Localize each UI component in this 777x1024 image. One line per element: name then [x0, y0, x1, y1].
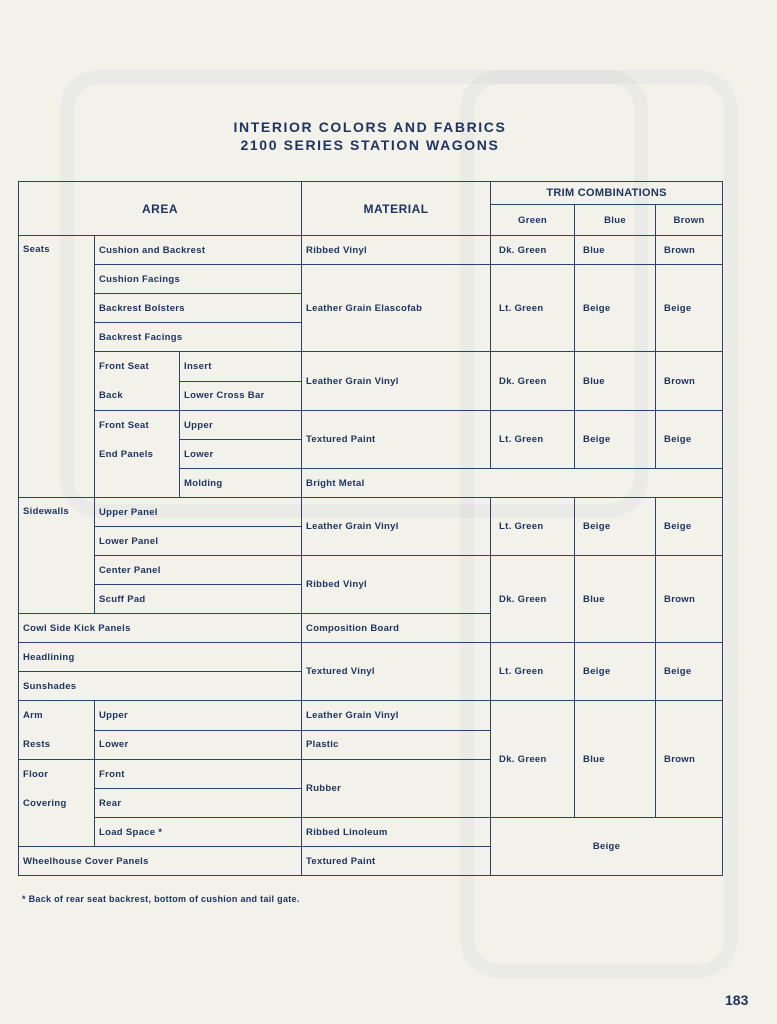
area-label: Back [99, 390, 123, 401]
trim-brown: Beige [656, 643, 723, 701]
page-subtitle: 2100 SERIES STATION WAGONS [240, 137, 500, 153]
header-material: MATERIAL [302, 182, 491, 236]
area-item: Cowl Side Kick Panels [19, 614, 302, 643]
area-floor-covering [19, 760, 95, 847]
area-item: Molding [180, 469, 302, 498]
trim-blue: Blue [575, 352, 656, 411]
interior-colors-table [18, 181, 723, 876]
trim-brown: Brown [656, 701, 723, 818]
trim-brown: Beige [656, 265, 723, 352]
area-label: Covering [23, 798, 67, 809]
area-item: Lower Panel [95, 527, 302, 556]
page-number: 183 [725, 992, 749, 1008]
area-arm-rests [19, 701, 95, 760]
area-label: Front Seat [99, 420, 149, 431]
area-item: Front [95, 760, 302, 789]
trim-green: Dk. Green [491, 556, 575, 643]
material-cell: Leather Grain Vinyl [302, 352, 491, 411]
material-cell: Rubber [302, 760, 491, 818]
trim-green: Lt. Green [491, 411, 575, 469]
area-item: Headlining [19, 643, 302, 672]
material-cell: Textured Vinyl [302, 643, 491, 701]
header-brown: Brown [656, 205, 723, 236]
material-cell: Leather Grain Vinyl [302, 701, 491, 731]
footnote: * Back of rear seat backrest, bottom of cushion and tail gate. [22, 894, 300, 904]
area-item: Sunshades [19, 672, 302, 701]
area-item: Insert [180, 352, 302, 382]
material-cell: Bright Metal [302, 469, 723, 498]
trim-green: Lt. Green [491, 498, 575, 556]
header-trim-combinations: TRIM COMBINATIONS [491, 182, 723, 205]
trim-blue: Beige [575, 265, 656, 352]
area-item: Scuff Pad [95, 585, 302, 614]
trim-blue: Beige [575, 643, 656, 701]
material-cell: Leather Grain Vinyl [302, 498, 491, 556]
area-front-seat-end-panels [95, 411, 180, 498]
area-label: Front Seat [99, 361, 149, 372]
trim-all: Beige [491, 818, 723, 876]
area-item: Backrest Bolsters [95, 294, 302, 323]
header-green: Green [491, 205, 575, 236]
area-item: Wheelhouse Cover Panels [19, 847, 302, 876]
area-item: Lower Cross Bar [180, 381, 302, 411]
area-item: Lower [95, 730, 302, 760]
area-label: End Panels [99, 449, 154, 460]
area-item: Lower [180, 440, 302, 469]
area-item: Load Space * [95, 818, 302, 847]
area-item: Center Panel [95, 556, 302, 585]
material-cell: Ribbed Vinyl [302, 236, 491, 265]
area-sidewalls: Sidewalls [19, 498, 95, 614]
area-item: Upper Panel [95, 498, 302, 527]
trim-blue: Blue [575, 701, 656, 818]
area-item: Backrest Facings [95, 323, 302, 352]
trim-green: Lt. Green [491, 643, 575, 701]
material-cell: Ribbed Linoleum [302, 818, 491, 847]
trim-blue: Blue [575, 236, 656, 265]
area-label: Rests [23, 739, 51, 750]
trim-green: Dk. Green [491, 352, 575, 411]
trim-green: Lt. Green [491, 265, 575, 352]
material-cell: Ribbed Vinyl [302, 556, 491, 614]
area-item: Cushion Facings [95, 265, 302, 294]
trim-brown: Beige [656, 411, 723, 469]
trim-brown: Brown [656, 556, 723, 643]
trim-blue: Beige [575, 498, 656, 556]
trim-green: Dk. Green [491, 701, 575, 818]
page-title: INTERIOR COLORS AND FABRICS [233, 119, 507, 135]
material-cell: Plastic [302, 730, 491, 760]
trim-blue: Blue [575, 556, 656, 643]
area-item: Upper [95, 701, 302, 731]
material-cell: Composition Board [302, 614, 491, 643]
area-item: Rear [95, 789, 302, 818]
area-item: Cushion and Backrest [95, 236, 302, 265]
material-cell: Textured Paint [302, 411, 491, 469]
area-front-seat-back [95, 352, 180, 411]
material-cell: Textured Paint [302, 847, 491, 876]
trim-brown: Beige [656, 498, 723, 556]
area-label: Floor [23, 769, 49, 780]
area-seats: Seats [19, 236, 95, 498]
trim-brown: Brown [656, 352, 723, 411]
header-blue: Blue [575, 205, 656, 236]
trim-green: Dk. Green [491, 236, 575, 265]
area-label: Arm [23, 710, 43, 721]
header-area: AREA [19, 182, 302, 236]
trim-brown: Brown [656, 236, 723, 265]
material-cell: Leather Grain Elascofab [302, 265, 491, 352]
trim-blue: Beige [575, 411, 656, 469]
area-item: Upper [180, 411, 302, 440]
